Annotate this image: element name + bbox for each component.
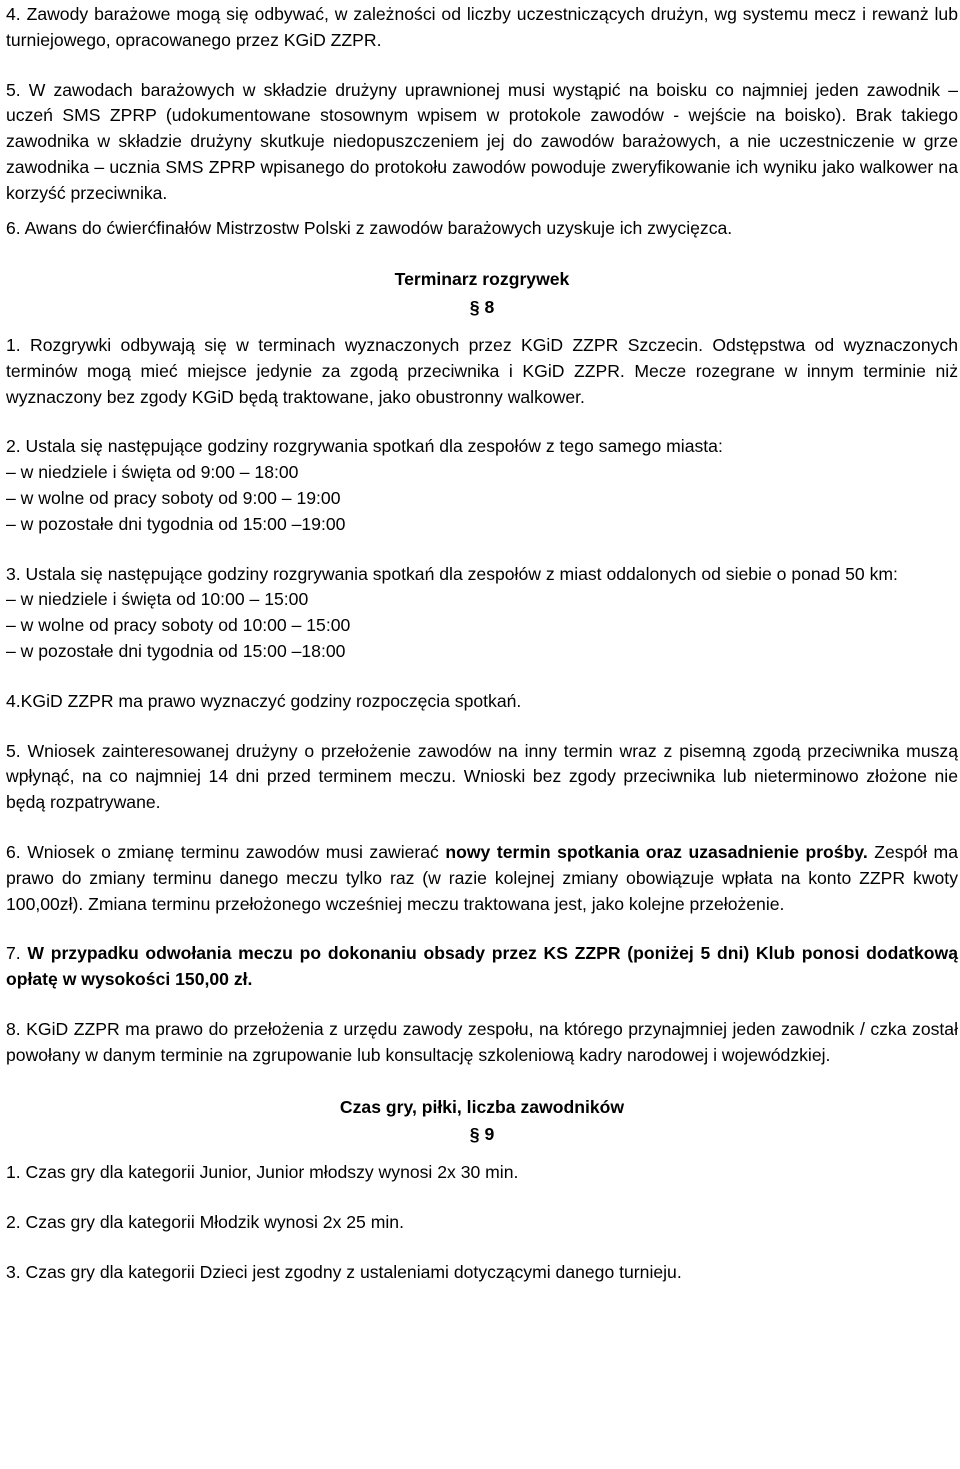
section-8-title: Terminarz rozgrywek — [394, 269, 570, 290]
section-8-point-2-line: – w niedziele i święta od 9:00 – 18:00 — [6, 462, 299, 483]
section-8-point-8: 8. KGiD ZZPR ma prawo do przełożenia z urzędu zawody zespołu, na którego przynajmniej jeden zawodnik / czka został powołany w danym terminie na zgrupowanie lub konsultację szkoleniową kadry narodowej i wojewódzkiej. — [6, 1018, 958, 1065]
section-8-point-6 — [6, 840, 958, 917]
section-8-point-3-line: – w niedziele i święta od 10:00 – 15:00 — [6, 589, 309, 610]
section-8-point-6-text-b: Zespół ma prawo do zmiany terminu danego meczu tylko raz (w razie kolejnej zmiany obowiązuje wpłata na konto ZZPR kwoty 100,00zł). Zmiana terminu przełożonego wcześniej meczu traktowana jest, jako kolejne przełożenie. — [6, 841, 959, 914]
section-8-point-6-text-a: 6. Wniosek o zmianę terminu zawodów musi zawierać — [6, 841, 446, 862]
section-8-point-3: 3. Ustala się następujące godziny rozgrywania spotkań dla zespołów z miast oddalonych od siebie o ponad 50 km: — [6, 563, 898, 584]
section-9-number: § 9 — [469, 1124, 495, 1145]
paragraph-5: 5. W zawodach barażowych w składzie drużyny uprawnionej musi wystąpić na boisku co najmniej jeden zawodnik – uczeń SMS ZPRP (udokumentowane stosownym wpisem w protokole zawodów - wejście na boisko). Brak takiego zawodnika w składzie drużyny skutkuje niedopuszczeniem jej do zawodów barażowych, a nie uczestniczenie w grze zawodnika – ucznia SMS ZPRP wpisanego do protokołu zawodów powoduje zweryfikowanie ich wyniku jako walkower na korzyść przeciwnika. — [6, 79, 958, 203]
section-9-point-3: 3. Czas gry dla kategorii Dzieci jest zgodny z ustaleniami dotyczącymi danego turnieju. — [6, 1261, 682, 1282]
section-8-point-2: 2. Ustala się następujące godziny rozgrywania spotkań dla zespołów z tego samego miasta: — [6, 436, 723, 457]
section-8-number: § 8 — [469, 297, 495, 318]
section-8-point-6-bold: nowy termin spotkania oraz uzasadnienie prośby. — [445, 841, 868, 862]
section-8-point-7-bold: W przypadku odwołania meczu po dokonaniu obsady przez KS ZZPR (poniżej 5 dni) Klub ponosi dodatkową opłatę w wysokości 150,00 zł. — [6, 943, 958, 990]
paragraph-6: 6. Awans do ćwierćfinałów Mistrzostw Polski z zawodów barażowych uzyskuje ich zwycięzca. — [6, 217, 733, 238]
section-8-point-3-line: – w pozostałe dni tygodnia od 15:00 –18:00 — [6, 640, 346, 661]
section-8-point-2-line: – w pozostałe dni tygodnia od 15:00 –19:00 — [6, 513, 346, 534]
document-page — [6, 0, 958, 1285]
section-9-title: Czas gry, piłki, liczba zawodników — [339, 1096, 625, 1117]
section-8-point-2-line: – w wolne od pracy soboty od 9:00 – 19:00 — [6, 487, 341, 508]
section-9-point-2: 2. Czas gry dla kategorii Młodzik wynosi 2x 25 min. — [6, 1211, 404, 1232]
section-8-point-3-line: – w wolne od pracy soboty od 10:00 – 15:00 — [6, 615, 351, 636]
section-8-point-1: 1. Rozgrywki odbywają się w terminach wyznaczonych przez KGiD ZZPR Szczecin. Odstępstwa od wyznaczonych terminów mogą mieć miejsce jedynie za zgodą przeciwnika i KGiD ZZPR. Mecze rozegrane w innym terminie niż wyznaczony bez zgody KGiD będą traktowane, jako obustronny walkower. — [6, 334, 958, 407]
section-8-point-5: 5. Wniosek zainteresowanej drużyny o przełożenie zawodów na inny termin wraz z pisemną zgodą przeciwnika muszą wpłynąć, na co najmniej 14 dni przed terminem meczu. Wnioski bez zgody przeciwnika lub nieterminowo złożone nie będą rozpatrywane. — [6, 740, 958, 813]
paragraph-4: 4. Zawody barażowe mogą się odbywać, w zależności od liczby uczestniczących drużyn, wg systemu mecz i rewanż lub turniejowego, opracowanego przez KGiD ZZPR. — [6, 4, 958, 50]
section-8-point-7-number: 7. — [6, 943, 28, 964]
section-8-point-4: 4.KGiD ZZPR ma prawo wyznaczyć godziny rozpoczęcia spotkań. — [6, 690, 522, 711]
section-9-point-1: 1. Czas gry dla kategorii Junior, Junior młodszy wynosi 2x 30 min. — [6, 1162, 519, 1183]
section-8-point-7 — [6, 941, 958, 993]
